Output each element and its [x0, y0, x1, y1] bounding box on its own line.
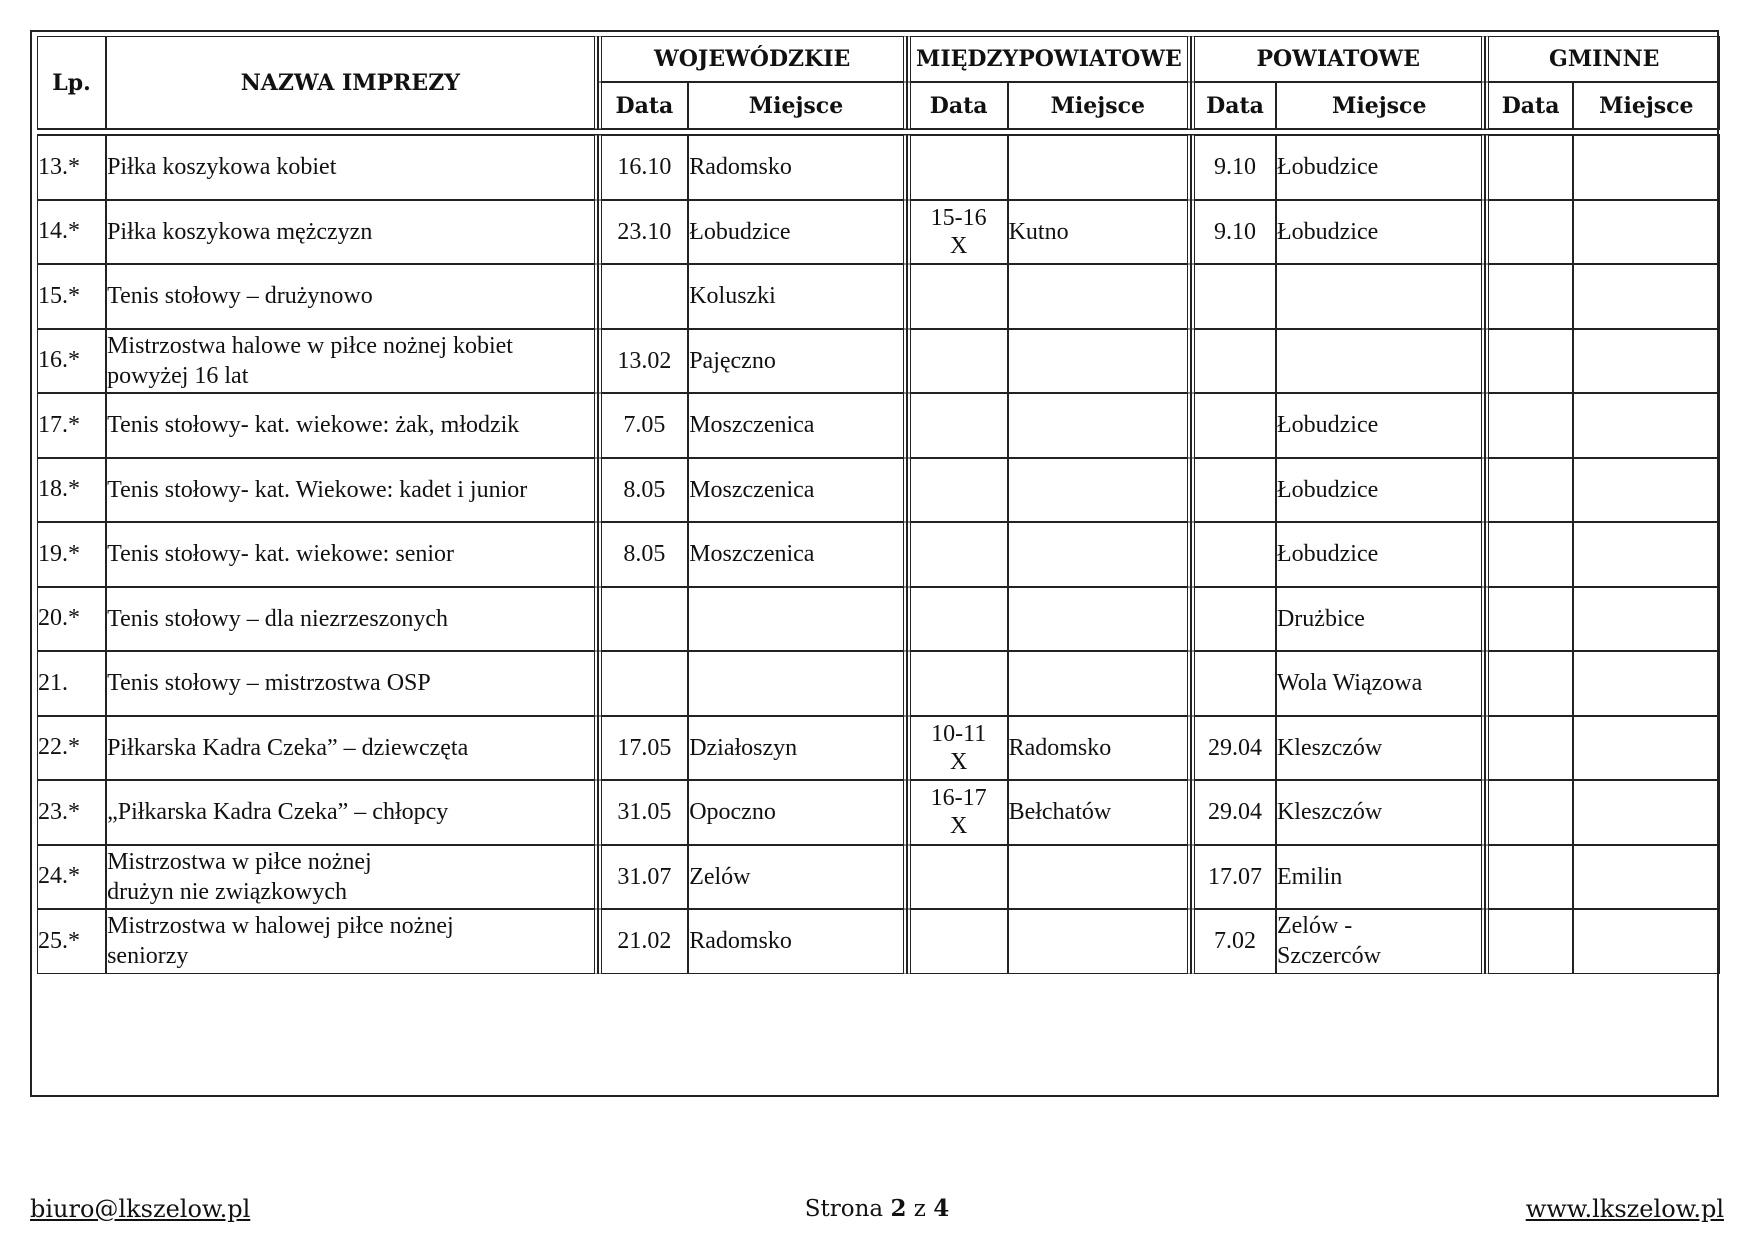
cell-line: Mistrzostwa halowe w piłce nożnej kobiet [107, 332, 513, 359]
cell-line: 21.02 [617, 928, 672, 955]
cell-name [106, 200, 598, 265]
cell-m-place [1008, 200, 1191, 265]
events-table [37, 36, 1720, 974]
cell-line: Łobudzice [1276, 154, 1379, 181]
header-gminne: GMINNE [1485, 36, 1720, 82]
cell-p-place [1276, 393, 1486, 458]
cell-w-place [688, 845, 907, 910]
cell-w-place [688, 587, 907, 652]
cell-line: 29.04 [1208, 799, 1262, 826]
cell-lp: 15.* [37, 264, 106, 329]
header-p-date: Data [1191, 82, 1276, 129]
cell-lp: 14.* [37, 200, 106, 265]
cell-w-place [688, 522, 907, 587]
cell-p-place [1276, 909, 1486, 974]
table-row [37, 651, 1720, 716]
cell-name [106, 780, 598, 845]
cell-p-date [1191, 587, 1276, 652]
cell-w-place [688, 651, 907, 716]
cell-p-date [1191, 200, 1276, 265]
cell-line: Kutno [1008, 218, 1069, 245]
cell-p-place [1276, 522, 1486, 587]
cell-g-date [1485, 393, 1572, 458]
cell-g-place [1573, 458, 1720, 523]
cell-line: Piłkarska Kadra Czeka” – dziewczęta [107, 734, 469, 761]
cell-name [106, 587, 598, 652]
cell-g-place [1573, 522, 1720, 587]
cell-line: seniorzy [107, 943, 189, 970]
cell-g-date [1485, 135, 1572, 200]
cell-p-date [1191, 135, 1276, 200]
cell-m-place [1008, 651, 1191, 716]
header-w-place: Miejsce [688, 82, 907, 129]
cell-m-date [907, 393, 1008, 458]
cell-name [106, 393, 598, 458]
cell-g-place [1573, 329, 1720, 394]
cell-m-date [907, 200, 1008, 265]
cell-name [106, 909, 598, 974]
cell-name [106, 522, 598, 587]
header-powiatowe: POWIATOWE [1191, 36, 1485, 82]
cell-m-place [1008, 135, 1191, 200]
cell-p-date [1191, 845, 1276, 910]
cell-w-date [598, 651, 689, 716]
cell-line: Tenis stołowy- kat. wiekowe: żak, młodzik [107, 412, 520, 439]
table-row [37, 329, 1720, 394]
cell-name [106, 651, 598, 716]
cell-line: Drużbice [1276, 605, 1365, 632]
cell-name [106, 264, 598, 329]
cell-line: Łobudzice [1276, 218, 1379, 245]
cell-name [106, 845, 598, 910]
page-current: 2 [890, 1195, 907, 1222]
cell-p-date [1191, 393, 1276, 458]
cell-line: 16.10 [617, 154, 672, 181]
cell-lp: 19.* [37, 522, 106, 587]
header-m-date: Data [907, 82, 1008, 129]
cell-name [106, 716, 598, 781]
cell-line: Zelów [689, 863, 751, 890]
cell-g-date [1485, 909, 1572, 974]
cell-line: 7.05 [623, 412, 666, 439]
cell-g-place [1573, 264, 1720, 329]
cell-p-place [1276, 200, 1486, 265]
table-row [37, 522, 1720, 587]
cell-line: 17.05 [617, 734, 672, 761]
table-row [37, 135, 1720, 200]
cell-w-date [598, 200, 689, 265]
cell-m-place [1008, 909, 1191, 974]
cell-w-date [598, 264, 689, 329]
cell-line: 31.05 [617, 799, 672, 826]
cell-w-place [688, 716, 907, 781]
cell-name [106, 329, 598, 394]
cell-g-place [1573, 845, 1720, 910]
cell-p-date [1191, 909, 1276, 974]
cell-g-date [1485, 651, 1572, 716]
footer-email-link[interactable]: biuro@lkszelow.pl [30, 1195, 251, 1223]
table-row [37, 909, 1720, 974]
header-wojewodzkie: WOJEWÓDZKIE [598, 36, 907, 82]
table-row [37, 845, 1720, 910]
cell-line: Moszczenica [689, 412, 815, 439]
cell-m-date [907, 329, 1008, 394]
cell-line: Łobudzice [1276, 476, 1379, 503]
cell-g-date [1485, 716, 1572, 781]
cell-lp: 24.* [37, 845, 106, 910]
header-p-place: Miejsce [1276, 82, 1486, 129]
cell-line: Kleszczów [1276, 799, 1383, 826]
footer-page-number [0, 1195, 1754, 1222]
cell-g-date [1485, 845, 1572, 910]
cell-w-place [688, 264, 907, 329]
cell-g-date [1485, 458, 1572, 523]
footer-website-link[interactable]: www.lkszelow.pl [1525, 1195, 1724, 1223]
cell-line: Koluszki [689, 283, 776, 310]
cell-p-place [1276, 135, 1486, 200]
cell-m-place [1008, 458, 1191, 523]
cell-m-date [907, 458, 1008, 523]
cell-m-place [1008, 329, 1191, 394]
cell-line: Kleszczów [1276, 734, 1383, 761]
cell-p-date [1191, 780, 1276, 845]
cell-line: Pajęczno [689, 347, 776, 374]
cell-m-place [1008, 716, 1191, 781]
cell-line: 16-17 [930, 785, 987, 812]
header-w-date: Data [598, 82, 689, 129]
cell-w-date [598, 909, 689, 974]
cell-m-place [1008, 780, 1191, 845]
cell-m-date [907, 522, 1008, 587]
cell-p-date [1191, 329, 1276, 394]
page-prefix: Strona [804, 1196, 884, 1222]
cell-p-place [1276, 716, 1486, 781]
cell-line: 7.02 [1214, 928, 1256, 955]
cell-line: 31.07 [617, 863, 672, 890]
cell-line: Łobudzice [689, 218, 791, 245]
cell-line: Tenis stołowy – drużynowo [107, 283, 373, 310]
cell-m-place [1008, 845, 1191, 910]
cell-g-date [1485, 587, 1572, 652]
cell-line: 8.05 [623, 541, 666, 568]
cell-g-place [1573, 393, 1720, 458]
cell-p-place [1276, 651, 1486, 716]
cell-line: 23.10 [617, 218, 672, 245]
cell-g-place [1573, 587, 1720, 652]
cell-g-place [1573, 200, 1720, 265]
cell-lp: 21. [37, 651, 106, 716]
cell-g-place [1573, 716, 1720, 781]
cell-p-date [1191, 716, 1276, 781]
cell-lp: 16.* [37, 329, 106, 394]
cell-lp: 18.* [37, 458, 106, 523]
header-event-name: NAZWA IMPREZY [106, 36, 598, 129]
cell-line: Łobudzice [1276, 541, 1379, 568]
cell-line: Piłka koszykowa kobiet [107, 154, 337, 181]
header-miedzypowiatowe: MIĘDZYPOWIATOWE [907, 36, 1191, 82]
cell-line: X [949, 748, 968, 775]
cell-line: 8.05 [623, 476, 666, 503]
cell-p-place [1276, 587, 1486, 652]
cell-m-date [907, 587, 1008, 652]
cell-line: Moszczenica [689, 476, 815, 503]
cell-lp: 13.* [37, 135, 106, 200]
cell-line: Moszczenica [689, 541, 815, 568]
cell-line: Mistrzostwa w halowej piłce nożnej [107, 913, 454, 940]
table-row [37, 200, 1720, 265]
cell-lp: 20.* [37, 587, 106, 652]
page-total: 4 [933, 1195, 950, 1222]
cell-line: X [949, 232, 968, 259]
cell-line: Tenis stołowy- kat. wiekowe: senior [107, 541, 454, 568]
cell-g-date [1485, 329, 1572, 394]
cell-line: 29.04 [1208, 734, 1262, 761]
table-row [37, 716, 1720, 781]
cell-g-date [1485, 200, 1572, 265]
cell-p-date [1191, 458, 1276, 523]
cell-line: Tenis stołowy – mistrzostwa OSP [107, 670, 431, 697]
cell-g-date [1485, 780, 1572, 845]
table-row [37, 458, 1720, 523]
header-g-place: Miejsce [1573, 82, 1720, 129]
cell-line: 17.07 [1208, 863, 1262, 890]
cell-lp: 25.* [37, 909, 106, 974]
cell-line: Działoszyn [689, 734, 798, 761]
cell-line: 10-11 [931, 720, 987, 747]
cell-p-place [1276, 458, 1486, 523]
cell-lp: 22.* [37, 716, 106, 781]
cell-line: 15-16 [930, 204, 987, 231]
cell-m-date [907, 264, 1008, 329]
cell-line: drużyn nie związkowych [107, 878, 347, 905]
header-m-place: Miejsce [1008, 82, 1191, 129]
cell-line: Tenis stołowy – dla niezrzeszonych [107, 605, 448, 632]
cell-lp: 23.* [37, 780, 106, 845]
cell-line: „Piłkarska Kadra Czeka” – chłopcy [107, 799, 449, 826]
cell-g-place [1573, 909, 1720, 974]
cell-line: Radomsko [689, 154, 792, 181]
cell-line: Wola Wiązowa [1276, 670, 1423, 697]
cell-m-place [1008, 522, 1191, 587]
cell-line: 13.02 [617, 347, 672, 374]
cell-w-date [598, 587, 689, 652]
cell-g-date [1485, 264, 1572, 329]
cell-w-place [688, 780, 907, 845]
cell-line: 9.10 [1214, 218, 1256, 245]
cell-w-date [598, 716, 689, 781]
cell-name [106, 135, 598, 200]
table-row [37, 264, 1720, 329]
page-separator: z [913, 1196, 926, 1222]
cell-line: 9.10 [1214, 154, 1256, 181]
table-row [37, 393, 1720, 458]
cell-m-date [907, 651, 1008, 716]
header-lp: Lp. [37, 36, 106, 129]
cell-m-date [907, 909, 1008, 974]
cell-p-place [1276, 845, 1486, 910]
cell-g-place [1573, 651, 1720, 716]
cell-w-place [688, 458, 907, 523]
cell-w-date [598, 845, 689, 910]
cell-line: Radomsko [689, 928, 792, 955]
cell-p-date [1191, 651, 1276, 716]
cell-p-date [1191, 264, 1276, 329]
cell-line: Radomsko [1008, 734, 1112, 761]
cell-line: Piłka koszykowa mężczyzn [107, 218, 373, 245]
cell-m-place [1008, 587, 1191, 652]
header-g-date: Data [1485, 82, 1572, 129]
cell-line: powyżej 16 lat [107, 362, 249, 389]
cell-line: Zelów - [1276, 913, 1353, 940]
cell-m-place [1008, 393, 1191, 458]
table-body [37, 135, 1720, 974]
cell-m-place [1008, 264, 1191, 329]
cell-w-date [598, 522, 689, 587]
cell-w-place [688, 200, 907, 265]
cell-g-place [1573, 780, 1720, 845]
table-row [37, 587, 1720, 652]
cell-w-date [598, 135, 689, 200]
cell-w-date [598, 393, 689, 458]
cell-line: Tenis stołowy- kat. Wiekowe: kadet i junior [107, 476, 528, 503]
cell-line: X [949, 813, 968, 840]
cell-p-place [1276, 780, 1486, 845]
cell-m-date [907, 845, 1008, 910]
cell-m-date [907, 716, 1008, 781]
table-row [37, 780, 1720, 845]
cell-line: Mistrzostwa w piłce nożnej [107, 848, 372, 875]
cell-w-date [598, 329, 689, 394]
cell-w-date [598, 780, 689, 845]
cell-line: Emilin [1276, 863, 1343, 890]
cell-p-place [1276, 264, 1486, 329]
cell-g-place [1573, 135, 1720, 200]
cell-w-place [688, 909, 907, 974]
cell-name [106, 458, 598, 523]
cell-line: Łobudzice [1276, 412, 1379, 439]
cell-w-date [598, 458, 689, 523]
cell-line: Szczerców [1276, 943, 1381, 970]
cell-p-place [1276, 329, 1486, 394]
cell-w-place [688, 329, 907, 394]
cell-w-place [688, 393, 907, 458]
cell-m-date [907, 780, 1008, 845]
cell-line: Bełchatów [1008, 799, 1112, 826]
cell-g-date [1485, 522, 1572, 587]
cell-p-date [1191, 522, 1276, 587]
cell-m-date [907, 135, 1008, 200]
cell-lp: 17.* [37, 393, 106, 458]
table-header [37, 36, 1720, 135]
cell-line: Opoczno [689, 799, 776, 826]
cell-w-place [688, 135, 907, 200]
